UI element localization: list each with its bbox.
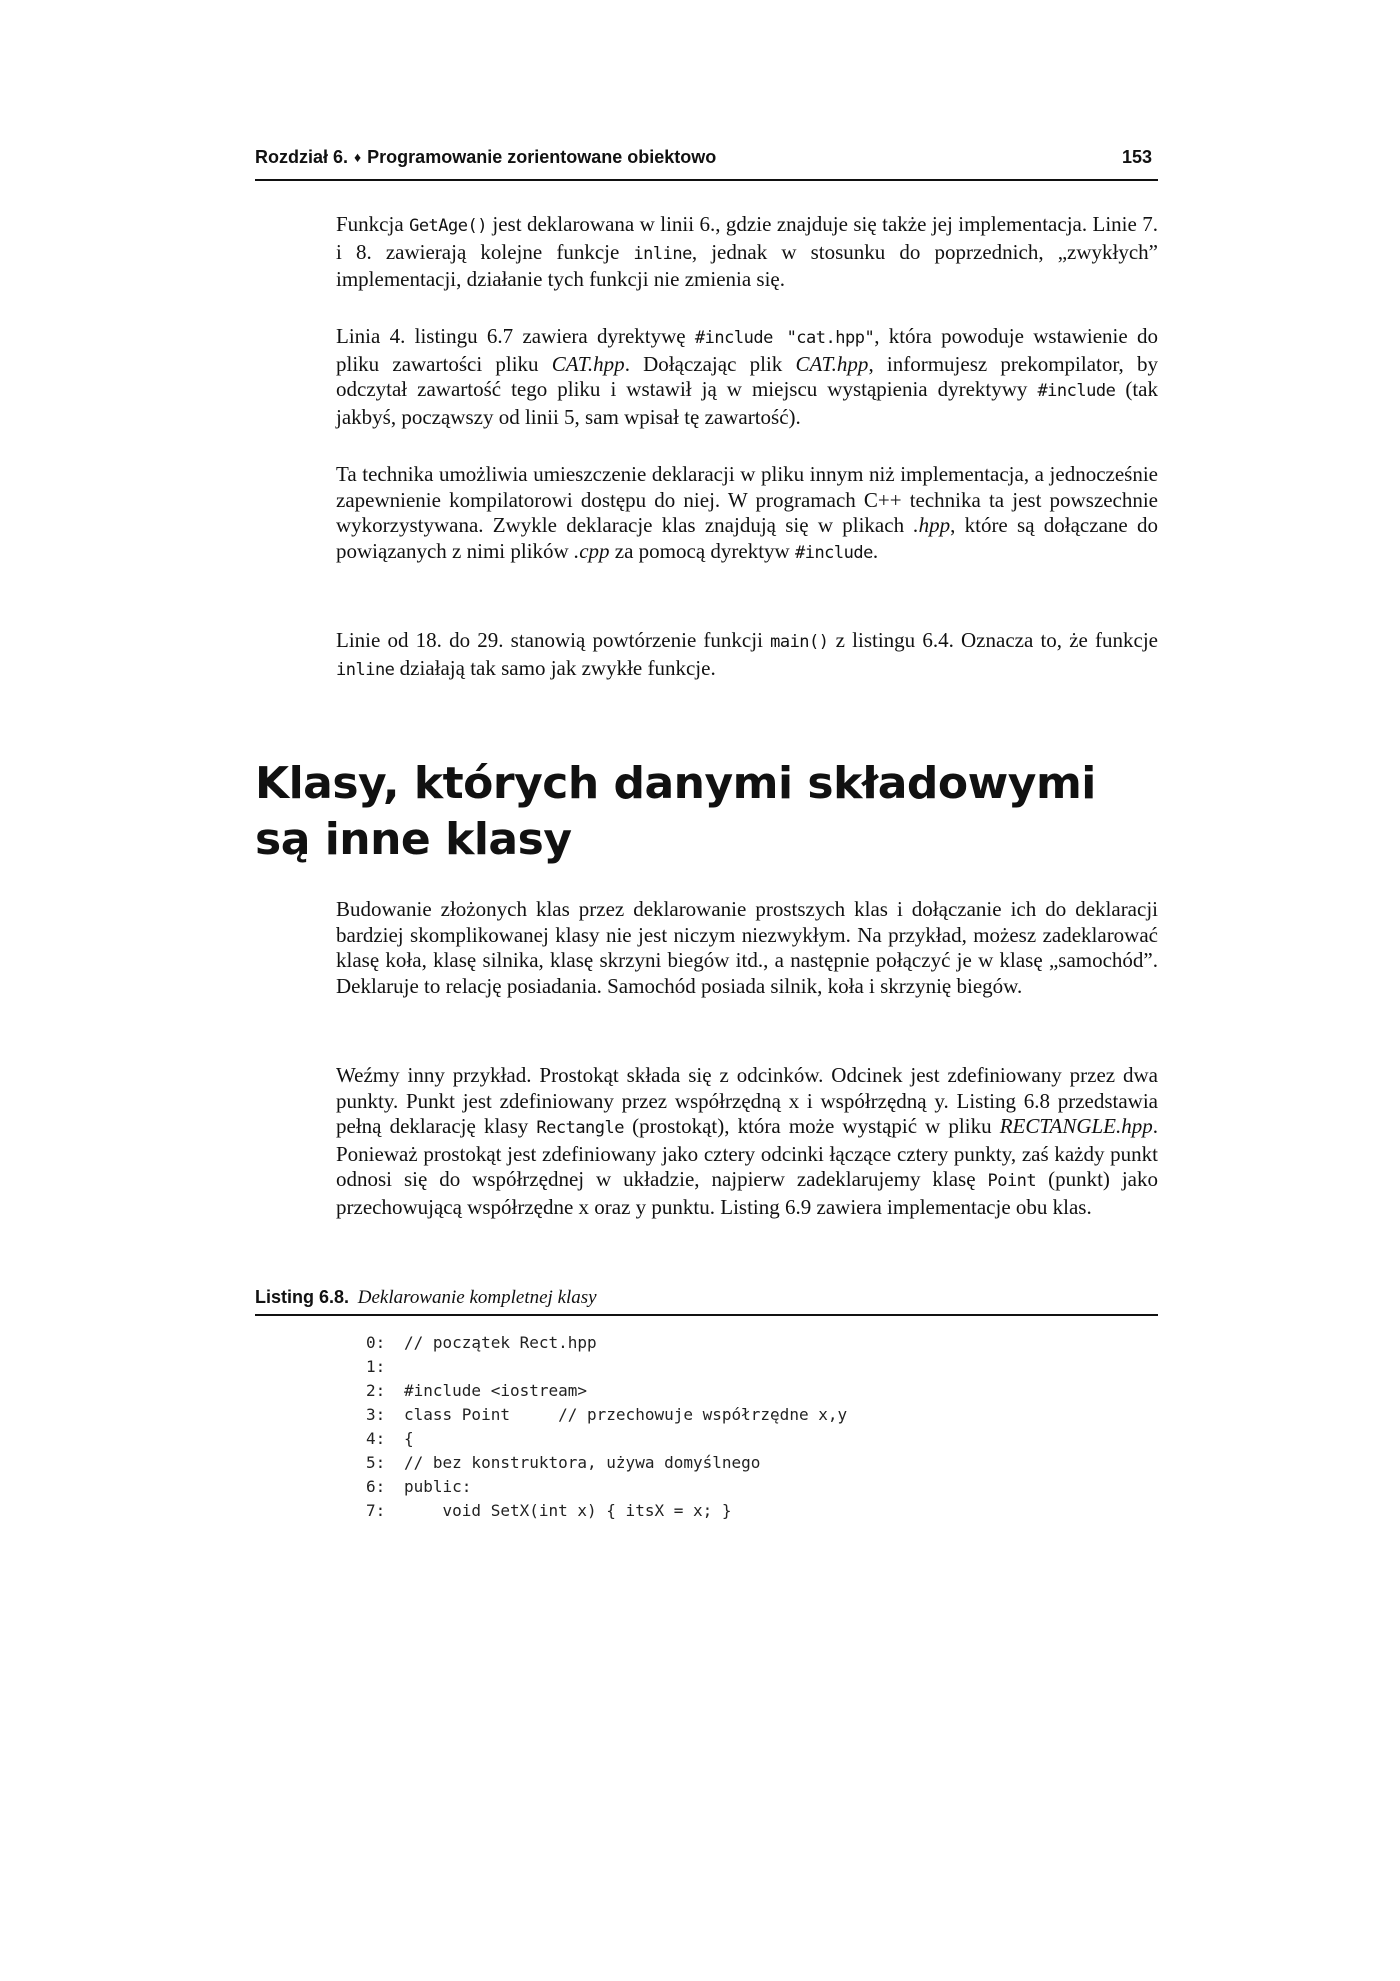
italic-text: CAT.hpp bbox=[551, 351, 625, 376]
code-line bbox=[366, 1403, 1126, 1427]
code-line bbox=[366, 1355, 1126, 1379]
code-text: public: bbox=[404, 1477, 472, 1496]
paragraph-text bbox=[336, 462, 1158, 566]
paragraph-main bbox=[336, 628, 1158, 683]
text-run: Weźmy inny przykład. Prostokąt składa się z odcinków. Odcinek jest zdefiniowany przez dwa punkty. Punkt jest zdefiniowany przez współrzędną x i współrzędną y. Listing 6.8 przedstawia pełną deklarację klasy bbox=[336, 1063, 1158, 1138]
line-number: 6: bbox=[366, 1477, 386, 1496]
line-number: 2: bbox=[366, 1381, 386, 1400]
code-text: void SetX(int x) { itsX = x; } bbox=[404, 1501, 732, 1520]
paragraph-text bbox=[336, 897, 1158, 999]
code-line bbox=[366, 1379, 1126, 1403]
listing-caption bbox=[255, 1287, 1158, 1316]
chapter-name: Programowanie zorientowane obiektowo bbox=[367, 147, 717, 167]
code-line bbox=[366, 1451, 1126, 1475]
code-listing bbox=[366, 1331, 1126, 1523]
text-run: za pomocą dyrektyw bbox=[609, 538, 795, 563]
paragraph-text bbox=[336, 212, 1158, 293]
text-run: , jednak w stosunku do poprzednich, „zwykłych” implementacji, działanie tych funkcji nie zmienia się. bbox=[336, 239, 1158, 291]
inline-code: inline bbox=[633, 243, 692, 264]
text-run: . Dołączając plik bbox=[624, 351, 796, 376]
italic-text: .hpp bbox=[913, 513, 951, 537]
line-number: 7: bbox=[366, 1501, 386, 1520]
inline-code: inline bbox=[336, 659, 395, 680]
code-text: { bbox=[404, 1429, 414, 1448]
text-run: z listingu 6.4. Oznacza to, że funkcje bbox=[828, 628, 1158, 652]
code-line bbox=[366, 1331, 1126, 1355]
line-number: 0: bbox=[366, 1333, 386, 1352]
line-number: 1: bbox=[366, 1357, 386, 1376]
inline-code: main() bbox=[770, 632, 829, 652]
code-text: // bez konstruktora, używa domyślnego bbox=[404, 1453, 761, 1472]
code-text: #include <iostream> bbox=[404, 1381, 588, 1400]
line-number: 4: bbox=[366, 1429, 386, 1448]
inline-code: Rectangle bbox=[536, 1118, 624, 1138]
text-run: , informujesz prekompilator, by odczytał zawartość tego pliku i wstawił ją w miejscu wystąpienia dyrektywy bbox=[336, 351, 1158, 401]
text-run: (prostokąt), która może wystąpić w pliku bbox=[624, 1114, 1000, 1138]
text-run: Linie od 18. do 29. stanowią powtórzenie funkcji bbox=[336, 628, 771, 652]
inline-code: #include bbox=[794, 542, 873, 563]
text-run: . Ponieważ prostokąt jest zdefiniowany jako cztery odcinki łączące cztery punkty, zaś każdy punkt odnosi się do współrzędnej w układzie, najpierw zadeklarujemy klasę bbox=[336, 1114, 1158, 1191]
text-run: (tak jakbyś, począwszy od linii 5, sam wpisał tę zawartość). bbox=[336, 377, 1158, 429]
listing-title: Deklarowanie kompletnej klasy bbox=[357, 1287, 597, 1308]
line-number: 3: bbox=[366, 1405, 386, 1424]
text-run: (punkt) jako przechowującą współrzędne x oraz y punktu. Listing 6.9 zawiera implementacje obu klas. bbox=[336, 1167, 1158, 1219]
paragraph-technique bbox=[336, 462, 1158, 566]
section-heading-line-2: są inne klasy bbox=[255, 814, 572, 865]
inline-code: #include "cat.hpp" bbox=[694, 328, 875, 348]
chapter-title bbox=[255, 147, 716, 168]
paragraph-text bbox=[336, 628, 1158, 683]
section-heading-line-1: Klasy, których danymi składowymi bbox=[255, 758, 1096, 809]
code-line bbox=[366, 1475, 1126, 1499]
running-header bbox=[255, 147, 1158, 181]
text-run: , która powoduje wstawienie do pliku zawartości pliku bbox=[336, 324, 1158, 376]
inline-code: #include bbox=[1037, 381, 1116, 401]
section-heading bbox=[255, 756, 1155, 868]
page-number: 153 bbox=[1121, 147, 1152, 167]
paragraph-text bbox=[336, 324, 1158, 430]
paragraph-include bbox=[336, 324, 1158, 430]
text-run: działają tak samo jak zwykłe funkcje. bbox=[394, 655, 716, 680]
inline-code: Point bbox=[987, 1171, 1037, 1191]
text-run: , które są dołączane do powiązanych z nimi plików bbox=[336, 513, 1158, 563]
paragraph-rectangle bbox=[336, 1063, 1158, 1220]
text-run: jest deklarowana w linii 6., gdzie znajduje się także jej implementacja. Linie 7. i 8. zawierają kolejne funkcje bbox=[336, 212, 1159, 264]
diamond-icon: ♦ bbox=[354, 149, 362, 165]
code-text: // początek Rect.hpp bbox=[404, 1333, 597, 1352]
inline-code: GetAge() bbox=[409, 216, 487, 236]
paragraph-text bbox=[336, 1063, 1158, 1220]
listing-label: Listing 6.8. bbox=[255, 1287, 350, 1307]
paragraph-composition bbox=[336, 897, 1158, 999]
italic-text: RECTANGLE.hpp bbox=[999, 1114, 1153, 1138]
text-run: Ta technika umożliwia umieszczenie deklaracji w pliku innym niż implementacja, a jednocześnie zapewnienie kompilatorowi dostępu do niej. W programach C++ technika ta jest powszechnie wykorzystywana. Zwykle deklaracje klas znajdują się w plikach bbox=[336, 462, 1158, 537]
chapter-label: Rozdział 6. bbox=[255, 147, 349, 167]
text-run: Budowanie złożonych klas przez deklarowanie prostszych klas i dołączanie ich do deklaracji bardziej skomplikowanej klasy nie jest niczym niezwykłym. Na przykład, możesz zadeklarować klasę koła, klasę silnika, klasę skrzyni biegów itd., a następnie połączyć je w klasę „samochód”. Deklaruje to relację posiadania. Samochód posiada silnik, koła i skrzynię biegów. bbox=[336, 897, 1158, 998]
line-number: 5: bbox=[366, 1453, 386, 1472]
code-line bbox=[366, 1427, 1126, 1451]
italic-text: .cpp bbox=[573, 538, 610, 563]
text-run: . bbox=[872, 538, 879, 563]
text-run: Linia 4. listingu 6.7 zawiera dyrektywę bbox=[336, 324, 695, 348]
paragraph-getage bbox=[336, 212, 1158, 293]
text-run: Funkcja bbox=[336, 212, 410, 236]
code-text: class Point // przechowuje współrzędne x,y bbox=[404, 1405, 848, 1424]
code-line bbox=[366, 1499, 1126, 1523]
italic-text: CAT.hpp bbox=[795, 351, 869, 376]
